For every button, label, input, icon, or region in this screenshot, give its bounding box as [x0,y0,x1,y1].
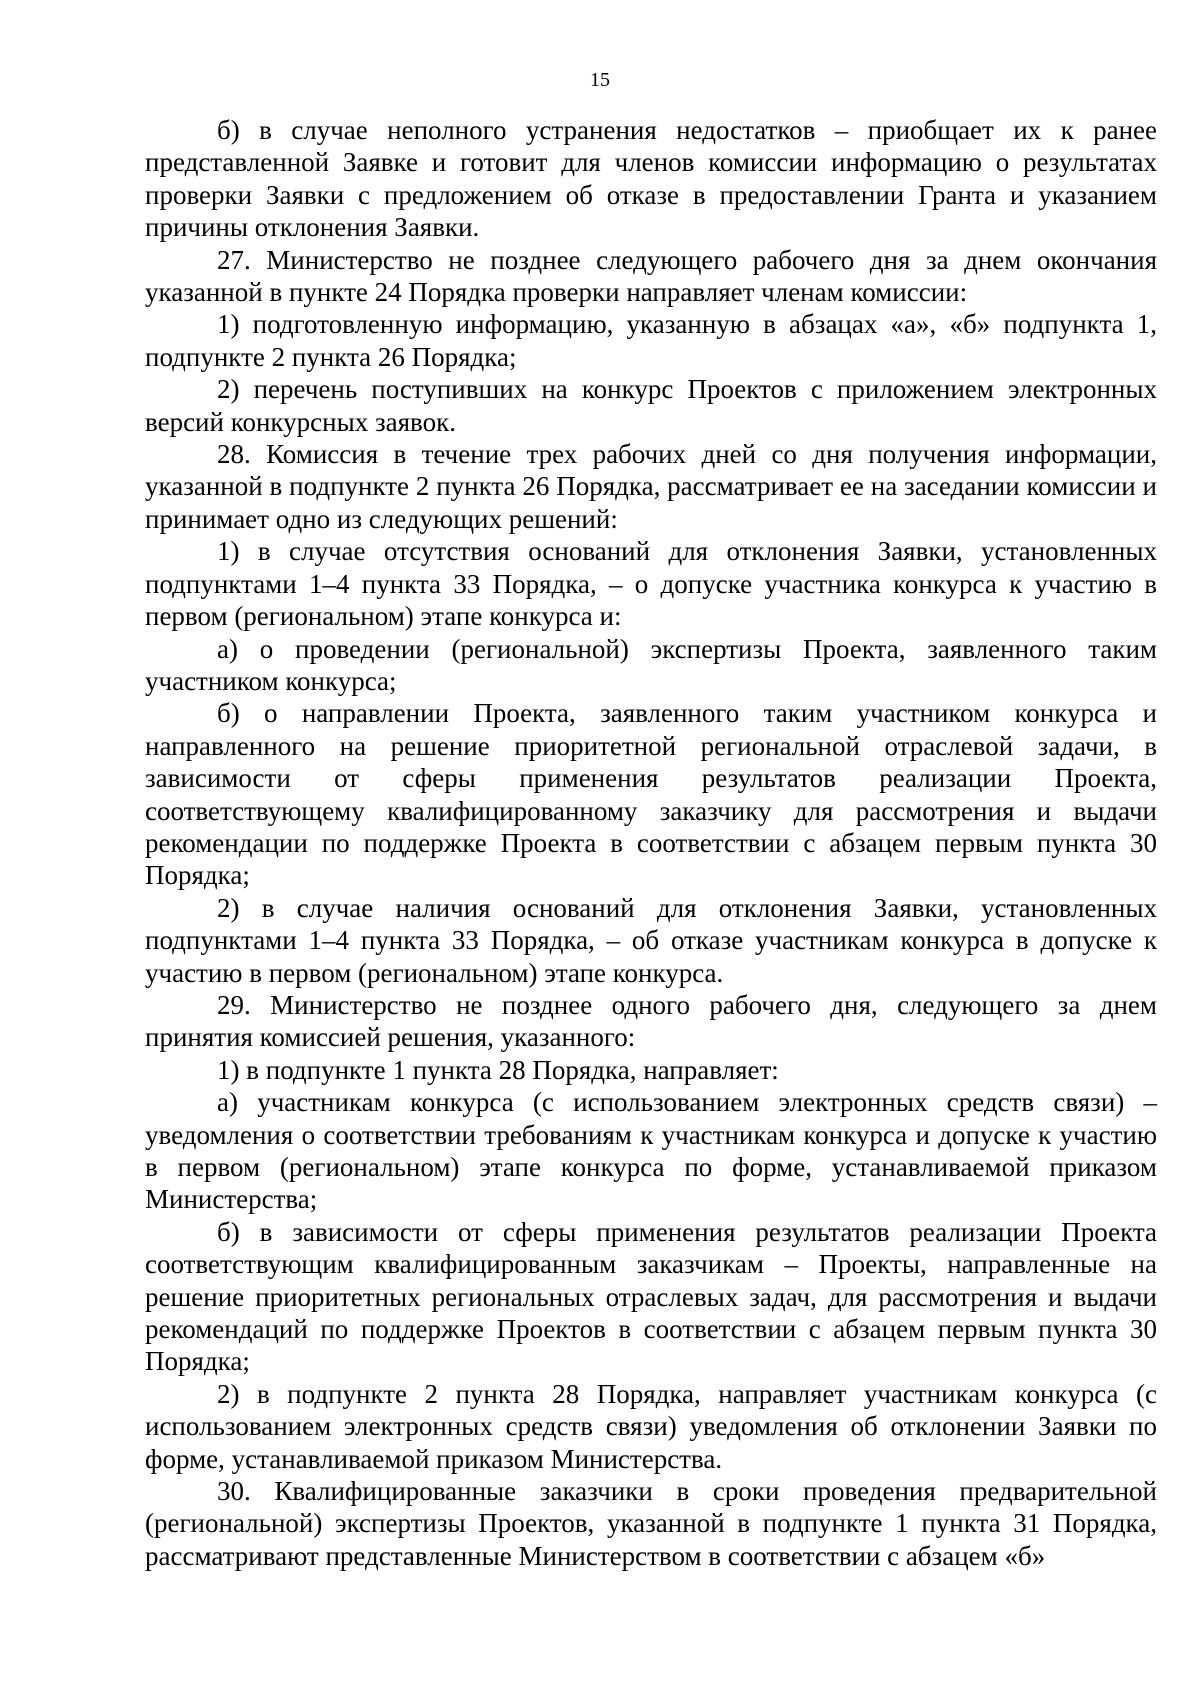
paragraph-b-incomplete-fix: б) в случае неполного устранения недостатков – приобщает их к ранее представленной Заявке и готовит для членов комиссии информацию о результатах проверки Заявки с предложением об отказе в предоставлении Гранта и указанием причины отклонения Заявки. [145,115,1157,243]
paragraph-29: 29. Министерство не позднее одного рабочего дня, следующего за днем принятия комиссией решения, указанного: [145,989,1157,1053]
paragraph-30: 30. Квалифицированные заказчики в сроки проведения предварительной (региональной) экспертизы Проектов, указанной в подпункте 1 пункта 31 Порядка, рассматривают представленные Министерством в соответствии с абзацем «б» [145,1476,1157,1571]
paragraph-28-2: 2) в случае наличия оснований для отклонения Заявки, установленных подпунктами 1–4 пункта 33 Порядка, – об отказе участникам конкурса в допуске к участию в первом (региональном) этапе конкурса. [145,892,1157,988]
paragraph-29-1: 1) в подпункте 1 пункта 28 Порядка, направляет: [217,1054,779,1085]
paragraph-28-1: 1) в случае отсутствия оснований для отклонения Заявки, установленных подпунктами 1–4 пункта 33 Порядка, – о допуске участника конкурса к участию в первом (региональном) этапе конкурса и: [145,536,1157,632]
paragraph-28: 28. Комиссия в течение трех рабочих дней со дня получения информации, указанной в подпункте 2 пункта 26 Порядка, рассматривает ее на заседании комиссии и принимает одно из следующих решений: [145,439,1157,534]
document-body [145,114,1157,1572]
paragraph-28-1-a: а) о проведении (региональной) экспертизы Проекта, заявленного таким участником конкурса; [145,633,1157,696]
paragraph-27-1: 1) подготовленную информацию, указанную в абзацах «а», «б» подпункта 1, подпункте 2 пункта 26 Порядка; [145,309,1157,372]
paragraph-27: 27. Министерство не позднее следующего рабочего дня за днем окончания указанной в пункте 24 Порядка проверки направляет членам комиссии: [145,244,1157,308]
paragraph-28-1-b: б) о направлении Проекта, заявленного таким участником конкурса и направленного на решение приоритетной региональной отраслевой задачи, в зависимости от сферы применения результатов реализации Проекта, соответствующему квалифицированному заказчику для рассмотрения и выдачи рекомендации по поддержке Проекта в соответствии с абзацем первым пункта 30 Порядка; [145,698,1157,891]
page-number: 15 [590,69,610,91]
paragraph-29-2: 2) в подпункте 2 пункта 28 Порядка, направляет участникам конкурса (с использованием электронных средств связи) уведомления об отклонении Заявки по форме, устанавливаемой приказом Министерства. [145,1378,1157,1474]
paragraph-29-1-b: б) в зависимости от сферы применения результатов реализации Проекта соответствующим квалифицированным заказчикам – Проекты, направленные на решение приоритетных региональных отраслевых задач, для рассмотрения и выдачи рекомендаций по поддержке Проектов в соответствии с абзацем первым пункта 30 Порядка; [145,1216,1157,1377]
paragraph-29-1-a: а) участникам конкурса (с использованием электронных средств связи) – уведомления о соответствии требованиям к участникам конкурса и допуске к участию в первом (региональном) этапе конкурса по форме, устанавливаемой приказом Министерства; [145,1087,1157,1215]
paragraph-27-2: 2) перечень поступивших на конкурс Проектов с приложением электронных версий конкурсных заявок. [145,374,1157,437]
